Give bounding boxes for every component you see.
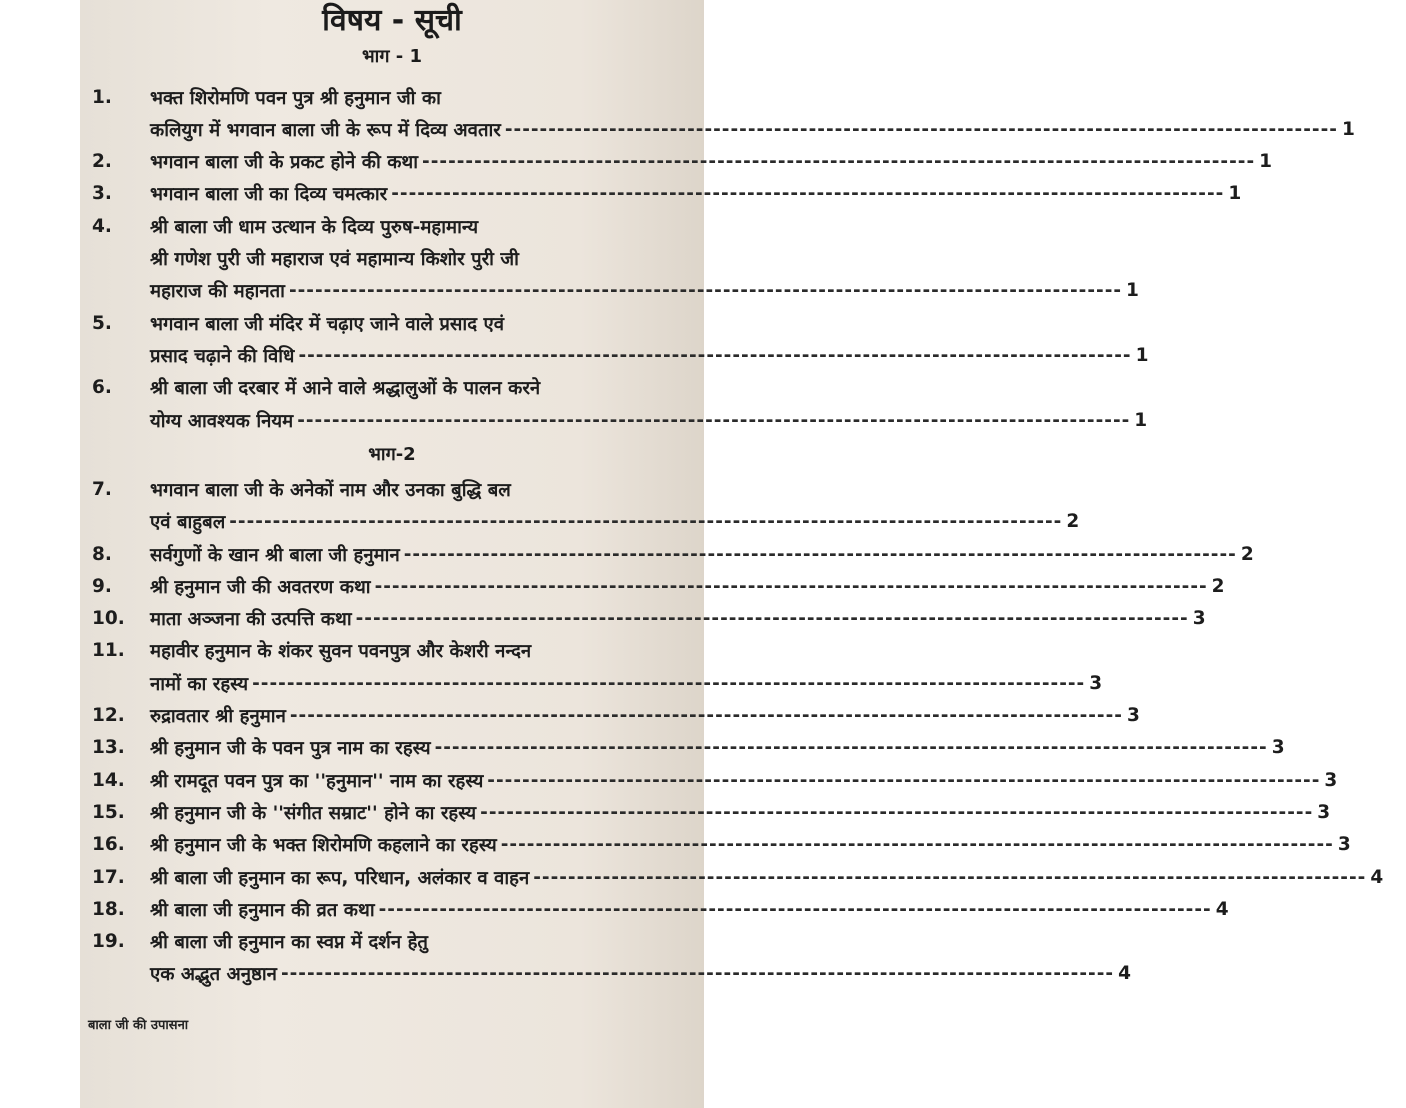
- entry-number: 14.: [92, 769, 125, 791]
- toc-entry-line: [80, 210, 740, 242]
- entry-title: योग्य आवश्यक नियम: [150, 410, 294, 432]
- dash-leader: [298, 345, 1131, 366]
- entry-number: 2.: [92, 151, 112, 173]
- toc-entry-line: [80, 275, 1139, 307]
- toc-entry-line: [80, 764, 1338, 796]
- toc-entry-line: [80, 958, 1131, 990]
- entry-page: 1: [1341, 118, 1355, 140]
- page-title: विषय - सूची: [322, 3, 462, 38]
- entry-number: 7.: [92, 478, 112, 500]
- entry-number: 12.: [92, 705, 125, 727]
- entry-number: 16.: [92, 834, 125, 856]
- toc-entry-line: [80, 243, 740, 275]
- entry-title: माता अञ्जना की उत्पत्ति कथा: [150, 609, 352, 631]
- entry-title: एक अद्भुत अनुष्ठान: [150, 964, 277, 986]
- toc-entry-line: [80, 603, 1206, 635]
- entry-title: श्री हनुमान जी के ''संगीत सम्राट'' होने का रहस्य: [150, 802, 477, 824]
- entry-title: रुद्रावतार श्री हनुमान: [150, 706, 286, 728]
- entry-number: 18.: [92, 898, 125, 920]
- entry-page: 3: [1324, 769, 1338, 791]
- entry-number: 11.: [92, 640, 125, 662]
- part-heading: भाग-2: [368, 444, 416, 466]
- entry-title: भगवान बाला जी के प्रकट होने की कथा: [150, 152, 419, 174]
- toc-entry-line: [80, 178, 1242, 210]
- toc-entry-line: [80, 339, 1149, 371]
- entry-title: श्री हनुमान जी के पवन पुत्र नाम का रहस्य: [150, 738, 431, 760]
- entry-number: 3.: [92, 183, 112, 205]
- entry-page: 3: [1337, 834, 1351, 856]
- entry-number: 4.: [92, 215, 112, 237]
- entry-page: 3: [1271, 737, 1285, 759]
- book-page: [80, 0, 1384, 1108]
- entry-title: महावीर हनुमान के शंकर सुवन पवनपुत्र और केशरी नन्दन: [150, 641, 532, 663]
- entry-page: 1: [1228, 183, 1242, 205]
- toc-entry-line: [80, 635, 740, 667]
- toc-entry-line: [80, 796, 1331, 828]
- dash-leader: [281, 963, 1114, 984]
- entry-title: श्री बाला जी हनुमान का स्वप्न में दर्शन हेतु: [150, 932, 428, 954]
- entry-page: 1: [1259, 151, 1273, 173]
- toc-entry-line: [80, 307, 740, 339]
- dash-leader: [435, 737, 1268, 758]
- dash-leader: [252, 673, 1085, 694]
- entry-page: 1: [1126, 280, 1139, 302]
- dash-leader: [229, 511, 1062, 532]
- entry-page: 3: [1089, 672, 1103, 694]
- entry-page: 2: [1211, 575, 1225, 597]
- toc-entry-line: [80, 893, 1229, 925]
- dash-leader: [487, 770, 1320, 791]
- entry-page: 4: [1215, 898, 1229, 920]
- toc-entry-line: [80, 700, 1140, 732]
- dash-leader: [289, 280, 1122, 301]
- part-heading: भाग - 1: [362, 46, 422, 67]
- toc-entry-line: [80, 506, 1080, 538]
- entry-number: 9.: [92, 575, 112, 597]
- entry-title: श्री बाला जी हनुमान का रूप, परिधान, अलंकार व वाहन: [150, 867, 530, 889]
- entry-title: एवं बाहुबल: [150, 512, 226, 534]
- entry-title: नामों का रहस्य: [150, 673, 249, 695]
- entry-number: 17.: [92, 866, 125, 888]
- entry-title: प्रसाद चढ़ाने की विधि: [150, 345, 295, 367]
- entry-title: श्री बाला जी धाम उत्थान के दिव्य पुरुष-महामान्य: [150, 216, 479, 238]
- entry-page: 3: [1192, 608, 1206, 630]
- toc-entry-line: [80, 861, 1384, 893]
- page-footer: बाला जी की उपासना: [88, 1018, 189, 1033]
- toc-entry-line: [80, 732, 1285, 764]
- entry-page: 1: [1134, 409, 1148, 431]
- toc-entry-line: [80, 372, 740, 404]
- entry-page: 4: [1118, 963, 1131, 985]
- entry-title: श्री बाला जी दरबार में आने वाले श्रद्धालुओं के पालन करने: [150, 378, 541, 400]
- entry-number: 5.: [92, 312, 112, 334]
- entry-title: श्री हनुमान जी की अवतरण कथा: [150, 576, 371, 598]
- dash-leader: [391, 183, 1224, 204]
- entry-title: श्री गणेश पुरी जी महाराज एवं महामान्य किशोर पुरी जी: [150, 249, 519, 270]
- entry-title: भगवान बाला जी के अनेकों नाम और उनका बुद्धि बल: [150, 479, 511, 501]
- toc-entry-line: [80, 81, 740, 113]
- entry-number: 15.: [92, 801, 125, 823]
- entry-number: 10.: [92, 608, 125, 630]
- toc-entry-line: [80, 570, 1225, 602]
- entry-page: 4: [1370, 866, 1384, 888]
- entry-number: 13.: [92, 737, 125, 759]
- entry-page: 2: [1066, 511, 1080, 533]
- toc-entry-line: [80, 113, 1355, 145]
- dash-leader: [356, 608, 1189, 629]
- entry-page: 1: [1135, 344, 1149, 366]
- entry-title: महाराज की महानता: [150, 281, 285, 303]
- dash-leader: [290, 705, 1123, 726]
- entry-number: 8.: [92, 543, 112, 565]
- entry-title: सर्वगुणों के खान श्री बाला जी हनुमान: [150, 544, 400, 566]
- dash-leader: [379, 899, 1212, 920]
- dash-leader: [533, 867, 1366, 888]
- entry-page: 3: [1317, 801, 1331, 823]
- toc-entry-line: [80, 473, 740, 505]
- dash-leader: [480, 802, 1313, 823]
- entry-page: 3: [1126, 705, 1140, 727]
- toc-entry-line: [80, 926, 740, 958]
- entry-page: 2: [1240, 543, 1254, 565]
- toc-entry-line: [80, 538, 1254, 570]
- toc-entry-line: [80, 667, 1103, 699]
- toc-entry-line: [80, 146, 1273, 178]
- entry-title: भगवान बाला जी का दिव्य चमत्कार: [150, 184, 388, 206]
- entry-title: श्री हनुमान जी के भक्त शिरोमणि कहलाने का रहस्य: [150, 835, 497, 857]
- dash-leader: [375, 576, 1208, 597]
- dash-leader: [505, 119, 1338, 140]
- dash-leader: [297, 410, 1130, 431]
- dash-leader: [422, 151, 1255, 172]
- entry-number: 6.: [92, 377, 112, 399]
- toc-entry-line: [80, 829, 1351, 861]
- entry-title: भक्त शिरोमणि पवन पुत्र श्री हनुमान जी का: [150, 87, 441, 109]
- entry-title: कलियुग में भगवान बाला जी के रूप में दिव्य अवतार: [150, 119, 501, 141]
- entry-title: भगवान बाला जी मंदिर में चढ़ाए जाने वाले प्रसाद एवं: [150, 313, 505, 335]
- entry-number: 1.: [92, 86, 112, 108]
- entry-title: श्री बाला जी हनुमान की व्रत कथा: [150, 899, 375, 921]
- dash-leader: [404, 544, 1237, 565]
- toc-entry-line: [80, 404, 1148, 436]
- entry-title: श्री रामदूत पवन पुत्र का ''हनुमान'' नाम का रहस्य: [150, 770, 484, 792]
- dash-leader: [501, 834, 1334, 855]
- entry-number: 19.: [92, 931, 125, 953]
